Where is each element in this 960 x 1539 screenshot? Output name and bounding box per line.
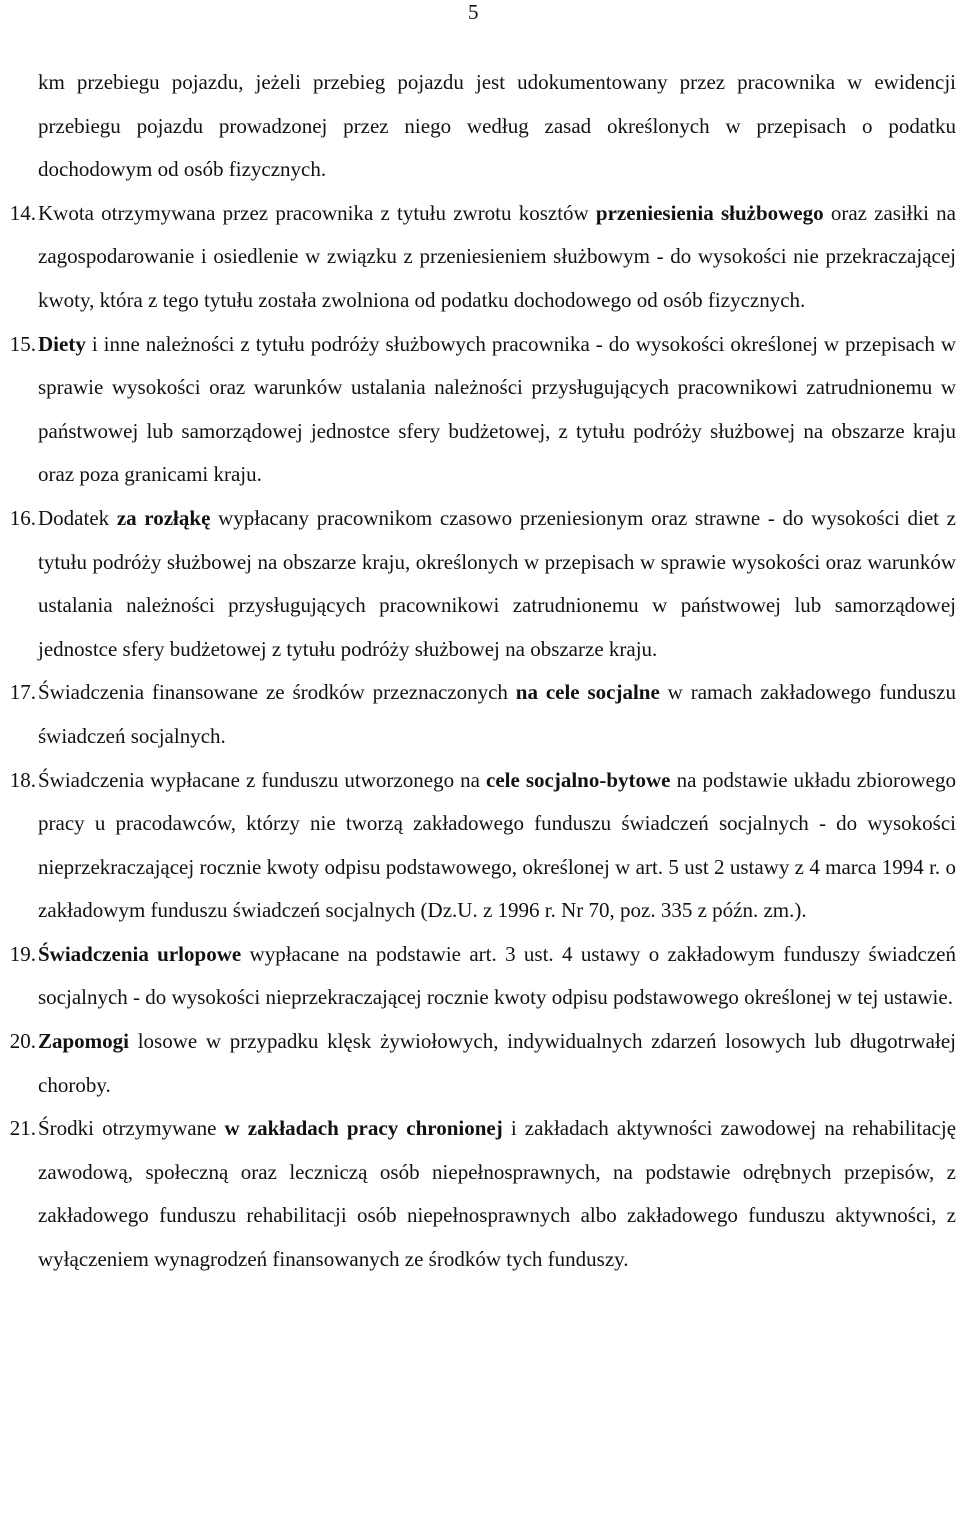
- list-item-21: [9, 1107, 957, 1281]
- continuation-paragraph: km przebiegu pojazdu, jeżeli przebieg pojazdu jest udokumentowany przez pracownika w ewidencji przebiegu pojazdu prowadzonej przez niego według zasad określonych w przepisach o podatku dochodowym od osób fizycznych.: [38, 70, 956, 182]
- item-text-post: i inne należności z tytułu podróży służbowych pracownika - do wysokości określonej w przepisach w sprawie wysokości oraz warunków ustalania należności przysługujących pracownikowi zatrudnionemu w państwowej lub samorządowej jednostce sfery budżetowej, z tytułu podróży służbowej na obszarze kraju oraz poza granicami kraju.: [38, 331, 956, 487]
- item-text-post: i zakładach aktywności zawodowej na rehabilitację zawodową, społeczną oraz leczniczą osób niepełnosprawnych, na podstawie odrębnych przepisów, z zakładowego funduszu rehabilitacji osób niepełnosprawnych albo zakładowego funduszu aktywności, z wyłączeniem wynagrodzeń finansowanych ze środków tych funduszy.: [38, 1116, 957, 1272]
- item-number: 20.: [9, 1029, 36, 1054]
- item-text-bold: na cele socjalne: [515, 680, 660, 705]
- item-text-post: wypłacane na podstawie art. 3 ust. 4 ustawy o zakładowym funduszy świadczeń socjalnych - do wysokości nieprzekraczającej rocznie kwoty odpisu podstawowego określonej w tej ustawie.: [38, 941, 956, 1010]
- page-number: 5: [468, 0, 479, 24]
- item-text-bold: w zakładach pracy chronionej: [224, 1116, 503, 1141]
- item-text-pre: Świadczenia wypłacane z funduszu utworzonego na: [38, 767, 486, 792]
- item-number: 14.: [9, 200, 36, 225]
- item-text-bold: przeniesienia służbowego: [595, 200, 824, 225]
- item-text-post: oraz zasiłki na zagospodarowanie i osiedlenie w związku z przeniesieniem służbowym - do wysokości nie przekraczającej kwoty, która z tego tytułu została zwolniona od podatku dochodowego od osób fizycznych.: [38, 200, 956, 312]
- item-text-pre: Świadczenia finansowane ze środków przeznaczonych: [38, 680, 516, 705]
- list-item-20: [9, 1020, 956, 1107]
- list-item-15: [9, 323, 956, 497]
- item-text-pre: Kwota otrzymywana przez pracownika z tytułu zwrotu kosztów: [38, 200, 596, 225]
- item-number: 15.: [9, 331, 36, 356]
- item-text-bold: Świadczenia urlopowe: [38, 941, 242, 966]
- item-number: 17.: [9, 680, 36, 705]
- item-number: 19.: [9, 941, 36, 966]
- list-item-14: [9, 192, 956, 323]
- list-item-18: [9, 759, 956, 933]
- document-body: [9, 61, 957, 1282]
- item-number: 18.: [9, 767, 36, 792]
- item-text-bold: cele socjalno-bytowe: [486, 767, 671, 792]
- item-text-bold: za rozłąkę: [116, 505, 211, 530]
- item-text-pre: Dodatek: [38, 505, 117, 530]
- list-item-16: [9, 497, 956, 671]
- item-text-post: na podstawie układu zbiorowego pracy u pracodawców, którzy nie tworzą zakładowego funduszu świadczeń socjalnych - do wysokości nieprzekraczającej rocznie kwoty odpisu podstawowego, określonej w art. 5 ust 2 ustawy z 4 marca 1994 r. o zakładowym funduszu świadczeń socjalnych (Dz.U. z 1996 r. Nr 70, poz. 335 z późn. zm.).: [38, 767, 956, 923]
- item-number: 16.: [9, 505, 36, 530]
- item-text-pre: Środki otrzymywane: [38, 1116, 225, 1141]
- item-text-bold: Diety: [38, 331, 86, 356]
- item-number: 21.: [9, 1116, 36, 1141]
- item-text-bold: Zapomogi: [38, 1029, 130, 1054]
- list-item-19: [9, 933, 956, 1020]
- item-text-post: w ramach zakładowego funduszu świadczeń socjalnych.: [38, 680, 956, 748]
- item-text-post: losowe w przypadku klęsk żywiołowych, indywidualnych zdarzeń losowych lub długotrwałej choroby.: [38, 1029, 956, 1097]
- list-item-17: [9, 671, 956, 758]
- item-text-post: wypłacany pracownikom czasowo przeniesionym oraz strawne - do wysokości diet z tytułu podróży służbowej na obszarze kraju, określonych w przepisach w sprawie wysokości oraz warunków ustalania należności przysługujących pracownikowi zatrudnionemu w państwowej lub samorządowej jednostce sfery budżetowej z tytułu podróży służbowej na obszarze kraju.: [38, 505, 956, 661]
